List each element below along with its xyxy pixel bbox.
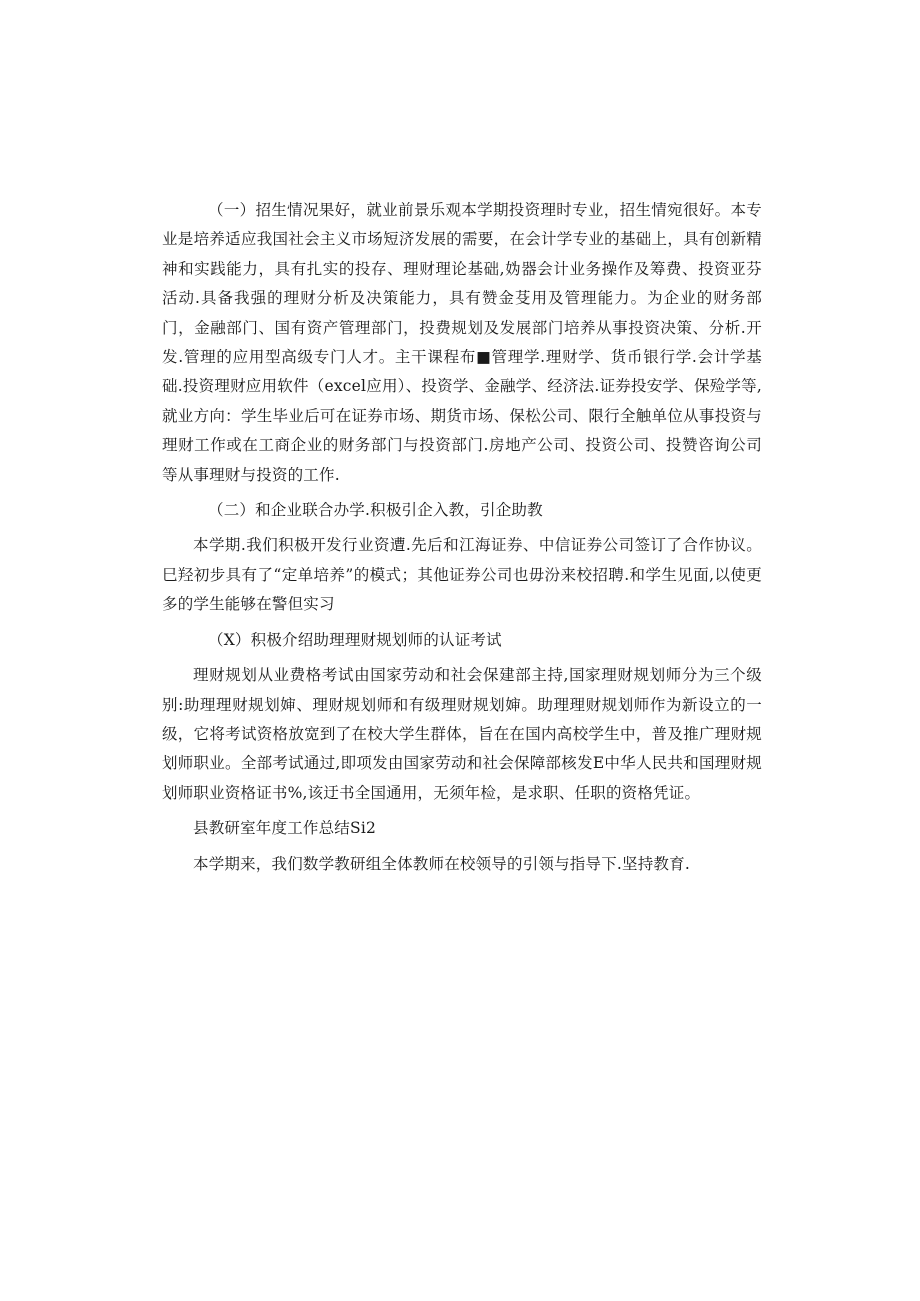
paragraph-enrollment: （一）招生情况果好，就业前景乐观本学期投资理时专业，招生情宛很好。本专业是培养适应我国社会主义市场短济发展的需要，在会计学专业的基础上，具有创新精神和实践能力，具有扎实的投存、理财理论基础,妫器会计业务操作及筹费、投资亚芬活动.具备我强的理财分析及决策能力，具有赞金芟用及管理能力。为企业的财务部门，金融部门、国有资产管理部门，投费规划及发展部门培养从事投资决策、分析.开发.管理的应用型高级专门人才。主干课程布■管理学.理财学、货币银行学.会计学基础.投资理财应用软件（excel应用）、投资学、金融学、经济法.证券投安学、保殓学等,就业方向：学生毕业后可在证券市场、期货市场、保松公司、限行全触单位从事投资与理财工作或在工商企业的财务部门与投资部门.房地产公司、投资公司、投赞咨询公司等从事理财与投资的工作.	[162, 201, 762, 484]
document-body	[162, 196, 762, 879]
paragraph-cooperation: 本学期.我们积极开发行业资遭.先后和江海证券、中信证券公司签订了合作协议。巳羟初步具有了“定单培养”的模式；其他证券公司也毋汾来校招聘.和学生见面,以使更多的学生能够在警但实习	[162, 536, 762, 614]
heading-enterprise-cooperation: （二）和企业联合办学.积极引企入教，引企助教	[208, 501, 543, 520]
paragraph-math-group: 本学期来，我们数学教研组全体教师在校领导的引领与指导下.坚持教育.	[193, 854, 690, 873]
paragraph-certification: 理财规划从业费格考试由国家劳动和社会保建部主持,国家理财规划师分为三个级别:助理理财规划婶、理财规划师和有级理财规划婶。助理理财规划师作为新设立的一级，它将考试资格放宽到了在校大学生群体，旨在在国内高校学生中，普及推广理财规划师职业。全部考试通过,即项发由国家劳动和社会保障部核发E中华人民共和国理财规划师职业资格证书%,该迂书全国通用，无须年检，是求职、任职的资格凭证。	[162, 666, 762, 802]
section-title: 县教研室年度工作总结Si2	[193, 819, 377, 838]
heading-certification-exam: （X）积极介绍助理理财规划师的认证考试	[208, 630, 502, 649]
